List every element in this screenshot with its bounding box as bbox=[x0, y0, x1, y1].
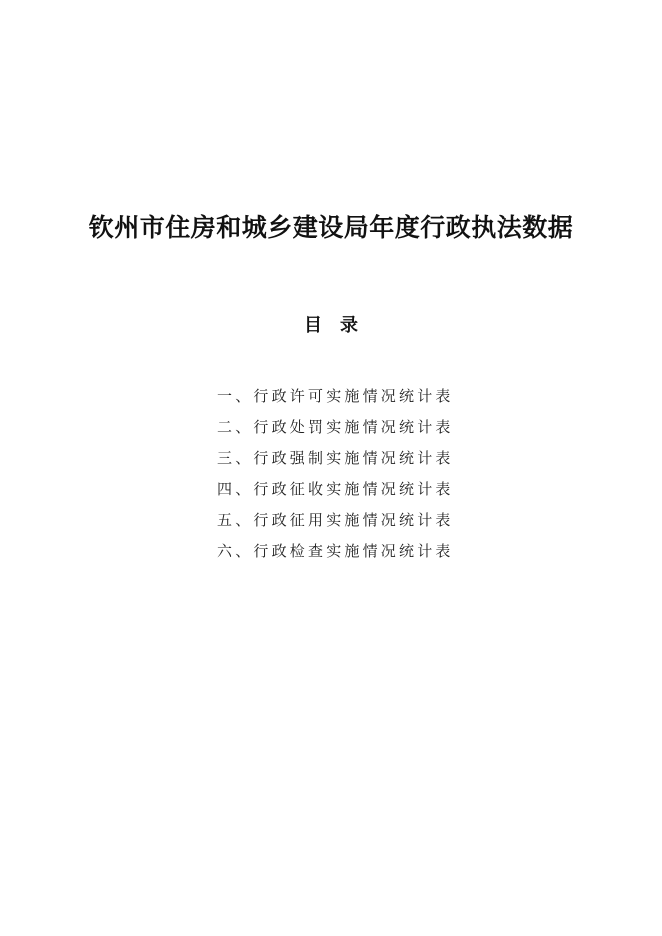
toc-heading-char-2: 录 bbox=[340, 315, 358, 336]
toc-item-administrative-enforcement: 三、行政强制实施情况统计表 bbox=[217, 449, 454, 467]
toc-heading bbox=[0, 312, 662, 340]
toc-item-administrative-inspection: 六、行政检查实施情况统计表 bbox=[217, 542, 454, 560]
toc-heading-char-1: 目 bbox=[304, 315, 322, 336]
toc-list bbox=[217, 381, 477, 567]
toc-item-administrative-penalty: 二、行政处罚实施情况统计表 bbox=[217, 418, 454, 436]
document-title: 钦州市住房和城乡建设局年度行政执法数据 bbox=[88, 213, 574, 242]
toc-item-administrative-license: 一、行政许可实施情况统计表 bbox=[217, 387, 454, 405]
toc-item-administrative-levy: 四、行政征收实施情况统计表 bbox=[217, 480, 454, 498]
toc-item-administrative-requisition: 五、行政征用实施情况统计表 bbox=[217, 511, 454, 529]
